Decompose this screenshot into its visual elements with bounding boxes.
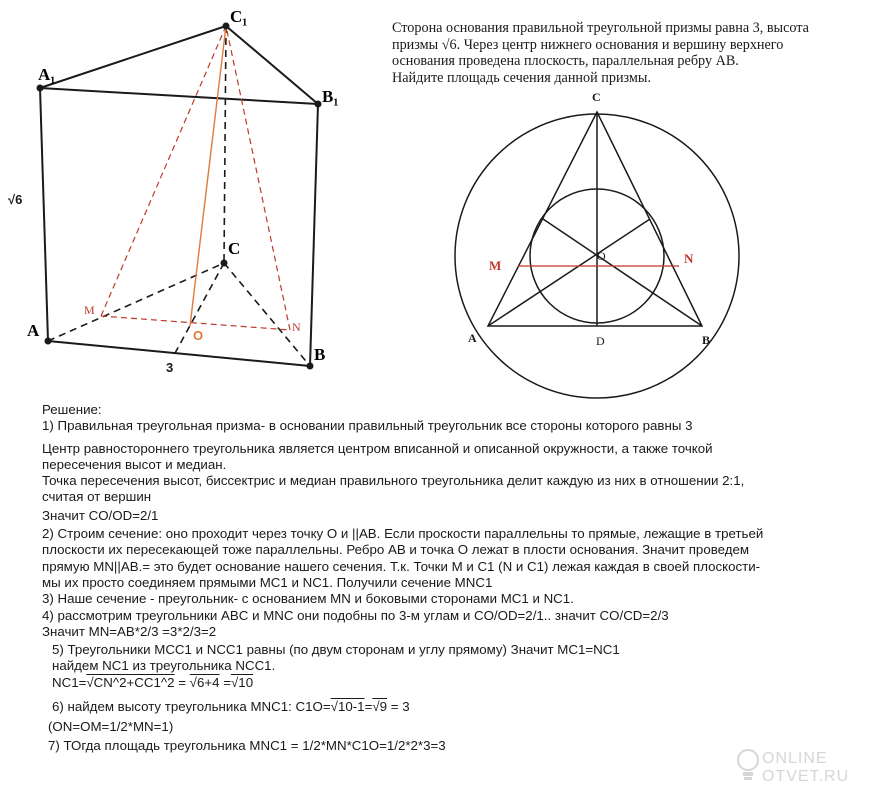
formula-sqrt: √10-1: [330, 699, 365, 715]
section-mc1: [101, 26, 226, 316]
formula-part: NC1=: [52, 674, 87, 690]
watermark-line: ONLINE: [762, 750, 828, 767]
circle-label-n: N: [684, 251, 694, 266]
task-line: Сторона основания правильной треугольной призмы равна 3, высота: [392, 20, 809, 36]
solution-line: считая от вершин: [42, 489, 152, 505]
solution-line: 4) рассмотрим треугольники ABC и MNC они подобны по 3-м углам и CO/OD=2/1.. значит CO/CD=2/3: [42, 607, 669, 623]
circle-label-d: D: [596, 334, 605, 348]
label-m: M: [84, 303, 95, 317]
solution-formula: [52, 699, 862, 715]
edge-a1-c1: [40, 26, 226, 88]
point-c: [221, 260, 228, 267]
point-c1: [223, 23, 230, 30]
solution-line: плоскости их пересекающей тоже параллельны. Ребро AB и точка O лежат в плости основания. Значит проведем: [42, 542, 750, 558]
solution-line: прямую MN||AB.= это будет основание нашего сечения. Т.к. Точки M и C1 (N и C1) лежая каждая в своей плоскости-: [42, 558, 761, 574]
edge-c-b: [224, 263, 310, 366]
label-side: 3: [166, 360, 174, 375]
median-from-a: [488, 219, 650, 326]
solution-line: Значит CO/OD=2/1: [42, 507, 159, 523]
solution-formula: [52, 675, 862, 691]
watermark-line: OTVET.RU: [762, 768, 850, 785]
label-a: A: [27, 321, 40, 340]
label-c1: C₁: [230, 7, 248, 26]
solution-heading: Решение:: [42, 402, 102, 417]
solution-line: 2) Строим сечение: оно проходит через точку O и ||AB. Если проскости параллельны то прямые, лежащие в третьей: [42, 526, 764, 542]
solution-line: (ON=OM=1/2*MN=1): [48, 719, 174, 735]
task-line: Найдите площадь сечения данной призмы.: [392, 69, 651, 86]
label-height: √6: [8, 192, 23, 207]
point-b1: [315, 101, 322, 108]
label-n: N: [292, 320, 301, 334]
circle-label-m: M: [489, 258, 502, 273]
formula-part: =: [219, 674, 231, 690]
label-o: O: [193, 328, 204, 343]
task-line: призмы √6. Через центр нижнего основания и вершину верхнего: [392, 36, 784, 53]
label-b1: B₁: [322, 87, 339, 106]
watermark: [762, 750, 849, 786]
bulb-icon: [736, 748, 760, 782]
edge-b-b1: [310, 104, 318, 366]
solution-line: найдем NC1 из треугольника NCC1.: [52, 658, 276, 674]
formula-part: 6) найдем высоту треугольника MNC1: C1O=: [52, 699, 331, 715]
solution: [42, 402, 862, 754]
solution-line: пересечения высот и медиан.: [42, 456, 227, 472]
circle-label-c: C: [592, 90, 601, 104]
formula-sqrt: √9: [372, 699, 388, 715]
solution-line: Точка пересечения высот, биссектрис и медиан правильного треугольника делит каждую из них в отношении 2:1,: [42, 473, 745, 489]
edge-c-c1: [224, 26, 226, 263]
solution-line: Центр равностороннего треугольника является центром вписанной и описанной окружности, а также точкой: [42, 440, 713, 456]
solution-line: 1) Правильная треугольная призма- в основании правильный треугольник все стороны которого равны 3: [42, 418, 693, 434]
circle-label-a: A: [468, 331, 477, 345]
formula-sqrt: √10: [231, 674, 254, 690]
formula-part: =: [174, 674, 190, 690]
edge-a-b: [48, 341, 310, 366]
solution-line: 5) Треугольники MCC1 и NCC1 равны (по двум сторонам и углу прямому) Значит MC1=NC1: [52, 642, 620, 658]
circle-label-o: O: [597, 249, 606, 263]
circle-label-b: B: [702, 333, 711, 347]
task-statement: [392, 20, 862, 86]
edge-a1-b1: [40, 88, 318, 104]
solution-line: 3) Наше сечение - преугольник- с основанием MN и боковыми сторонами MC1 и NC1.: [42, 591, 574, 607]
formula-sqrt: √CN^2+CC1^2: [86, 674, 175, 690]
point-a1: [37, 85, 44, 92]
height-c1o: [190, 26, 226, 326]
label-b: B: [314, 345, 326, 364]
solution-line: мы их просто соединяем прямыми MC1 и NC1. Получили сечение MNC1: [42, 574, 493, 590]
formula-sqrt: √6+4: [189, 674, 220, 690]
solution-line: Значит MN=AB*2/3 =3*2/3=2: [42, 623, 217, 639]
formula-part: =: [364, 699, 373, 715]
point-b: [307, 363, 314, 370]
formula-part: = 3: [387, 699, 410, 715]
triangle-abc: [488, 112, 702, 326]
label-c: C: [228, 239, 241, 258]
label-a1: A₁: [38, 65, 56, 84]
solution-line: 7) ТОгда площадь треугольника MNC1 = 1/2*MN*C1O=1/2*2*3=3: [48, 737, 446, 753]
median-from-b: [543, 219, 702, 326]
task-line: основания проведена плоскость, параллельная ребру AB.: [392, 53, 739, 69]
edge-a-a1: [40, 88, 48, 341]
point-a: [45, 338, 52, 345]
